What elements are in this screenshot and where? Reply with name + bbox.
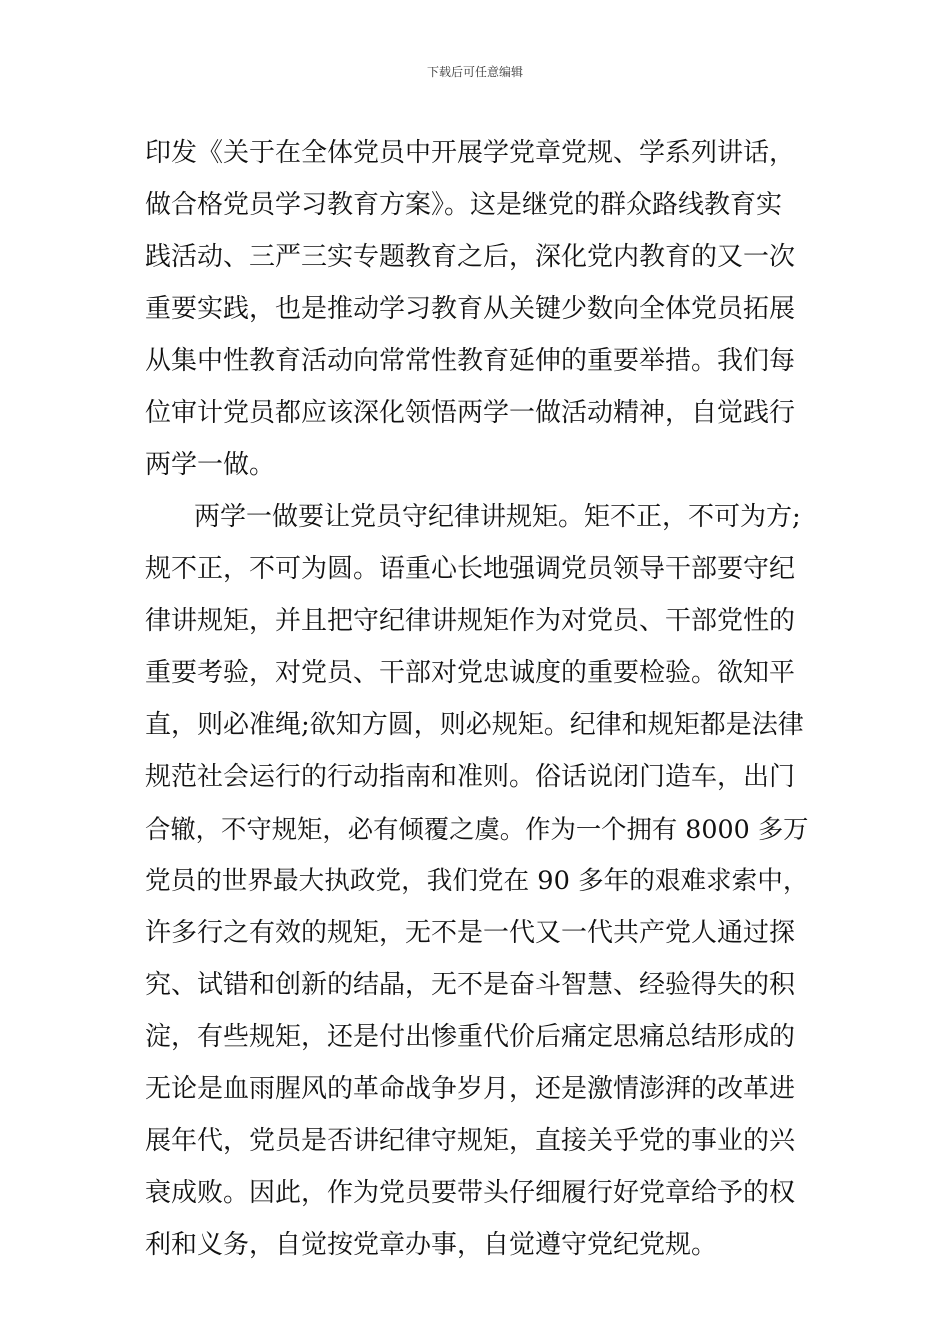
text-line: 位审计党员都应该深化领悟两学一做活动精神，自觉践行 [145, 398, 796, 428]
text-line: 做合格党员学习教育方案》。这是继党的群众路线教育实 [145, 190, 783, 220]
text-line: 淀，有些规矩，还是付出惨重代价后痛定思痛总结形成的 [145, 1022, 796, 1052]
document-body [145, 127, 809, 1271]
text-line: 直，则必准绳;欲知方圆，则必规矩。纪律和规矩都是法律 [145, 710, 804, 740]
text-line: 两学一做。 [145, 450, 276, 480]
text-line: 从集中性教育活动向常常性教育延伸的重要举措。我们每 [145, 346, 796, 376]
text-line: 践活动、三严三实专题教育之后，深化党内教育的又一次 [145, 242, 796, 272]
text-line: 印发《关于在全体党员中开展学党章党规、学系列讲话， [145, 138, 796, 168]
text-line: 利和义务，自觉按党章办事，自觉遵守党纪党规。 [145, 1230, 718, 1260]
text-line: 无论是血雨腥风的革命战争岁月，还是激情澎湃的改革进 [145, 1074, 796, 1104]
text-line: 规范社会运行的行动指南和准则。俗话说闭门造车，出门 [145, 762, 796, 792]
text-line: 两学一做要让党员守纪律讲规矩。矩不正，不可为方; [194, 502, 801, 532]
paragraph-2 [145, 491, 809, 1271]
text-line: 究、试错和创新的结晶，无不是奋斗智慧、经验得失的积 [145, 970, 796, 1000]
text-line: 规不正，不可为圆。语重心长地强调党员领导干部要守纪 [145, 554, 796, 584]
text-line: 许多行之有效的规矩，无不是一代又一代共产党人通过探 [145, 918, 796, 948]
text-line: 重要实践，也是推动学习教育从关键少数向全体党员拓展 [145, 294, 796, 324]
text-line: 展年代，党员是否讲纪律守规矩，直接关乎党的事业的兴 [145, 1126, 796, 1156]
text-line: 重要考验，对党员、干部对党忠诚度的重要检验。欲知平 [145, 658, 796, 688]
text-line: 党员的世界最大执政党，我们党在 90 多年的艰难求索中， [145, 866, 809, 896]
text-line: 律讲规矩，并且把守纪律讲规矩作为对党员、干部党性的 [145, 606, 796, 636]
page-header: 下载后可任意编辑 [426, 65, 523, 79]
text-line: 合辙，不守规矩，必有倾覆之虞。作为一个拥有 8000 多万 [145, 814, 809, 844]
text-line: 衰成败。因此，作为党员要带头仔细履行好党章给予的权 [145, 1178, 796, 1208]
paragraph-1 [145, 127, 809, 491]
